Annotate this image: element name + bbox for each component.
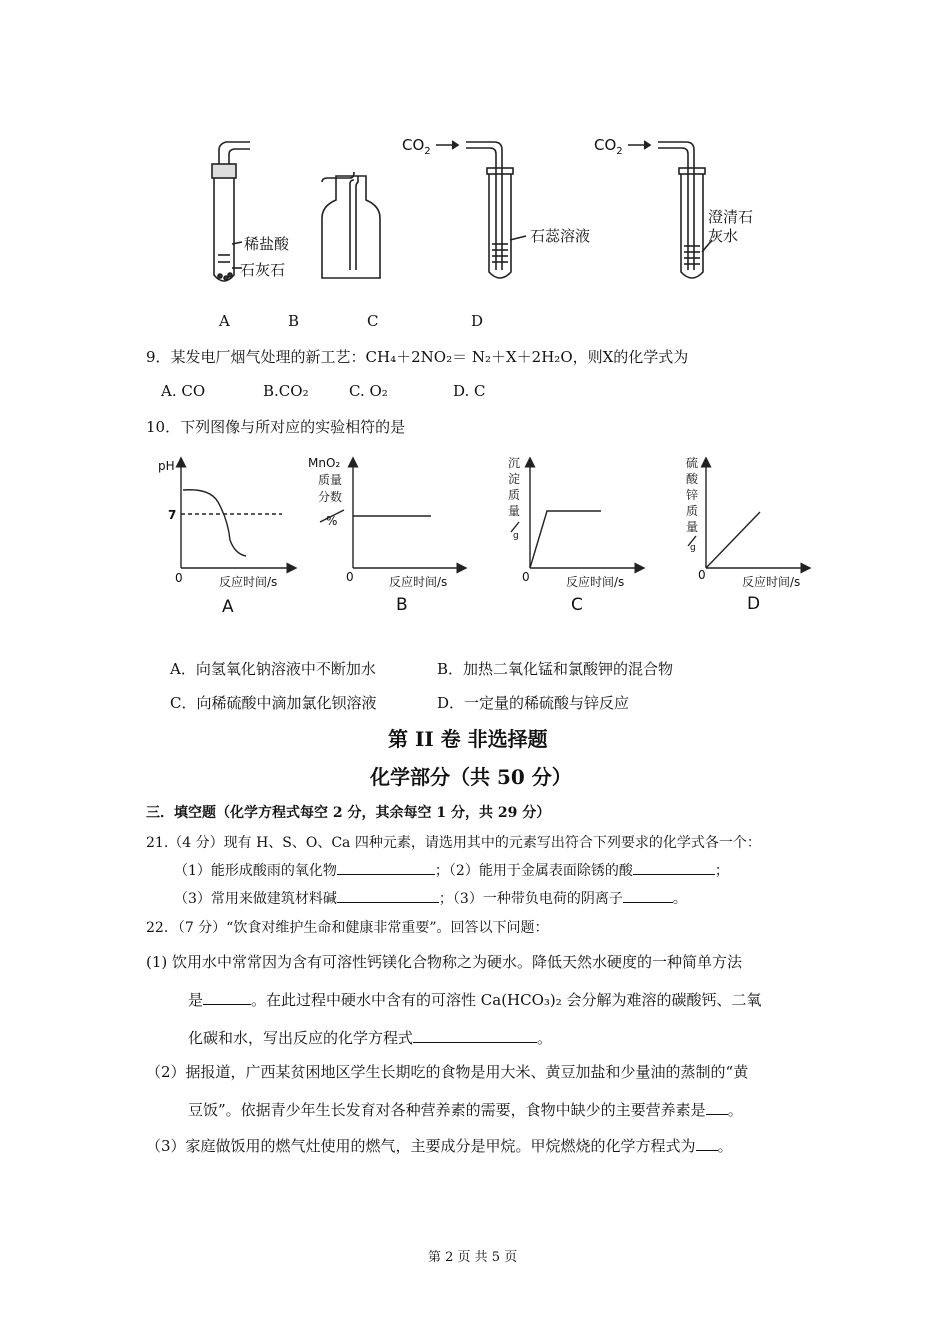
q21-l1a: （1）能形成酸雨的氧化物: [174, 863, 337, 879]
apparatus-letter-a: A: [219, 312, 230, 330]
q21-blank-1[interactable]: [337, 860, 435, 875]
q10-graphs: [0, 450, 950, 650]
q9-option-b: B.CO₂: [263, 382, 309, 400]
q10-option-d: D．一定量的稀硫酸与锌反应: [437, 694, 630, 712]
q22-p2-line-2: [188, 1099, 743, 1120]
q21-l2c: 。: [672, 891, 687, 907]
graph-b-xlabel: 反应时间/s: [389, 575, 448, 589]
section-subtitle: 化学部分（共 50 分）: [370, 765, 572, 789]
q22-p1-line-1: (1) 饮用水中常常因为含有可溶性钙镁化合物称之为硬水。降低天然水硬度的一种简单方法: [146, 953, 743, 971]
graph-b-ylabel-3: 分数: [318, 490, 343, 504]
q22-p1-line-2: [188, 989, 762, 1010]
page-footer: 第 2 页 共 5 页: [428, 1250, 518, 1265]
graph-b-ylabel-4: %: [326, 514, 338, 528]
q9-option-d: D. C: [453, 382, 486, 400]
graph-letter-d: D: [747, 594, 761, 614]
q21-blank-2[interactable]: [633, 860, 715, 875]
graph-c-ylabel-4: 量: [508, 504, 521, 518]
graph-a-xlabel: 反应时间/s: [219, 575, 278, 589]
apparatus-d-label-1: 澄清石: [708, 208, 754, 226]
graph-a-origin: 0: [175, 571, 183, 585]
q10-option-c: C．向稀硫酸中滴加氯化钡溶液: [170, 694, 377, 712]
q22-blank-4[interactable]: [696, 1136, 718, 1151]
graph-a-ylabel: pH: [158, 459, 175, 473]
q10-option-a: A．向氢氧化钠溶液中不断加水: [170, 660, 376, 678]
graph-d-ylabel-4: 质: [686, 504, 699, 518]
graph-c-ylabel-1: 沉: [508, 456, 521, 470]
graph-c-ylabel-2: 淀: [508, 472, 521, 486]
q22-stem: 22．（7 分）“饮食对维护生命和健康非常重要”。回答以下问题：: [146, 920, 549, 936]
q22-p1-l2b: 。在此过程中硬水中含有的可溶性 Ca(HCO₃)₂ 会分解为难溶的碳酸钙、二氧: [251, 991, 762, 1009]
graph-d-ylabel-2: 酸: [686, 472, 699, 486]
q21-line-1: [174, 860, 729, 880]
graph-a-tick-7: 7: [168, 508, 177, 522]
graph-b-origin: 0: [346, 570, 354, 584]
q21-l2a: （3）常用来做建筑材料碱: [174, 891, 337, 907]
graph-b-ylabel-1: MnO₂: [308, 456, 341, 470]
apparatus-c-label: 石蕊溶液: [530, 227, 591, 245]
graph-d-ylabel-5: 量: [686, 520, 699, 534]
q21-l1c: ；: [714, 863, 729, 879]
q10-option-b: B．加热二氧化锰和氯酸钾的混合物: [437, 660, 674, 678]
apparatus-d-co2: $CO_2$: [594, 136, 623, 157]
graph-d-xlabel: 反应时间/s: [742, 575, 801, 589]
q9-option-c: C. O₂: [349, 382, 388, 400]
apparatus-c-test-tube: [436, 141, 526, 278]
apparatus-letter-d: D: [471, 312, 484, 330]
apparatus-letter-b: B: [288, 312, 300, 330]
q22-p3a: （3）家庭做饭用的燃气灶使用的燃气，主要成分是甲烷。甲烷燃烧的化学方程式为: [146, 1137, 696, 1155]
q22-p2-line-1: （2）据报道，广西某贫困地区学生长期吃的食物是用大米、黄豆加盐和少量油的蒸制的“黄: [146, 1063, 749, 1081]
q22-p1-l3a: 化碳和水，写出反应的化学方程式: [188, 1029, 414, 1047]
graph-d: [688, 462, 806, 568]
graph-letter-b: B: [396, 595, 408, 615]
q22-p1-l3b: 。: [537, 1029, 553, 1047]
q22-blank-2[interactable]: [413, 1028, 537, 1043]
graph-c-line: [530, 511, 601, 568]
q22-p2-l2b: 。: [727, 1101, 743, 1119]
q22-p1-l2a: 是: [188, 991, 204, 1009]
q9-text: 9．某发电厂烟气处理的新工艺：CH₄＋2NO₂＝ N₂＋X＋2H₂O，则X的化学式为: [146, 348, 689, 366]
graph-letter-a: A: [222, 597, 234, 617]
graph-a-curve: [183, 490, 246, 556]
q22-blank-1[interactable]: [203, 990, 251, 1005]
graph-b-ylabel-2: 质量: [318, 473, 343, 487]
q22-p1-line-3: [188, 1027, 552, 1048]
graph-d-ylabel-6: g: [690, 543, 696, 553]
section-title: 第 II 卷 非选择题: [388, 727, 548, 751]
apparatus-b-bottle: [322, 172, 380, 278]
q9-option-a: A. CO: [161, 382, 206, 400]
q21-line-2: [174, 888, 687, 908]
apparatus-a-label-1: 稀盐酸: [244, 235, 290, 253]
graph-c-ylabel-5: g: [513, 531, 519, 541]
q21-stem: 21.（4 分）现有 H、S、O、Ca 四种元素，请选用其中的元素写出符合下列要求的化学式各一个：: [146, 835, 761, 851]
graph-c: [511, 462, 640, 568]
section-heading: 三．填空题（化学方程式每空 2 分，其余每空 1 分，共 29 分）: [146, 805, 551, 821]
q22-blank-3[interactable]: [706, 1100, 728, 1115]
apparatus-letter-c: C: [367, 312, 379, 330]
apparatus-a-label-2: 石灰石: [240, 261, 286, 279]
graph-c-xlabel: 反应时间/s: [566, 575, 625, 589]
q21-l2b: ；（3）一种带负电荷的阴离子: [438, 891, 623, 907]
graph-d-origin: 0: [698, 568, 706, 582]
graph-d-ylabel-3: 锌: [686, 488, 699, 502]
graph-c-ylabel-3: 质: [508, 488, 521, 502]
graph-d-ylabel-1: 硫: [686, 456, 699, 470]
q21-l1b: ；（2）能用于金属表面除锈的酸: [434, 863, 633, 879]
apparatus-c-co2: $CO_2$: [402, 136, 431, 157]
apparatus-d-label-2: 灰水: [708, 227, 739, 245]
q22-p2-l2a: 豆饭”。依据青少年生长发育对各种营养素的需要，食物中缺少的主要营养素是: [188, 1101, 706, 1119]
q21-blank-3[interactable]: [337, 888, 439, 903]
q21-blank-4[interactable]: [623, 888, 673, 903]
q10-text: 10．下列图像与所对应的实验相符的是: [146, 418, 406, 436]
graph-letter-c: C: [571, 595, 583, 615]
graph-c-origin: 0: [522, 570, 530, 584]
apparatus-figure: [0, 0, 950, 300]
apparatus-d-test-tube: [628, 141, 712, 278]
q22-p3b: 。: [717, 1137, 733, 1155]
graph-a: [181, 462, 292, 568]
q22-p3-line: [146, 1135, 733, 1156]
graph-d-line: [706, 512, 760, 568]
